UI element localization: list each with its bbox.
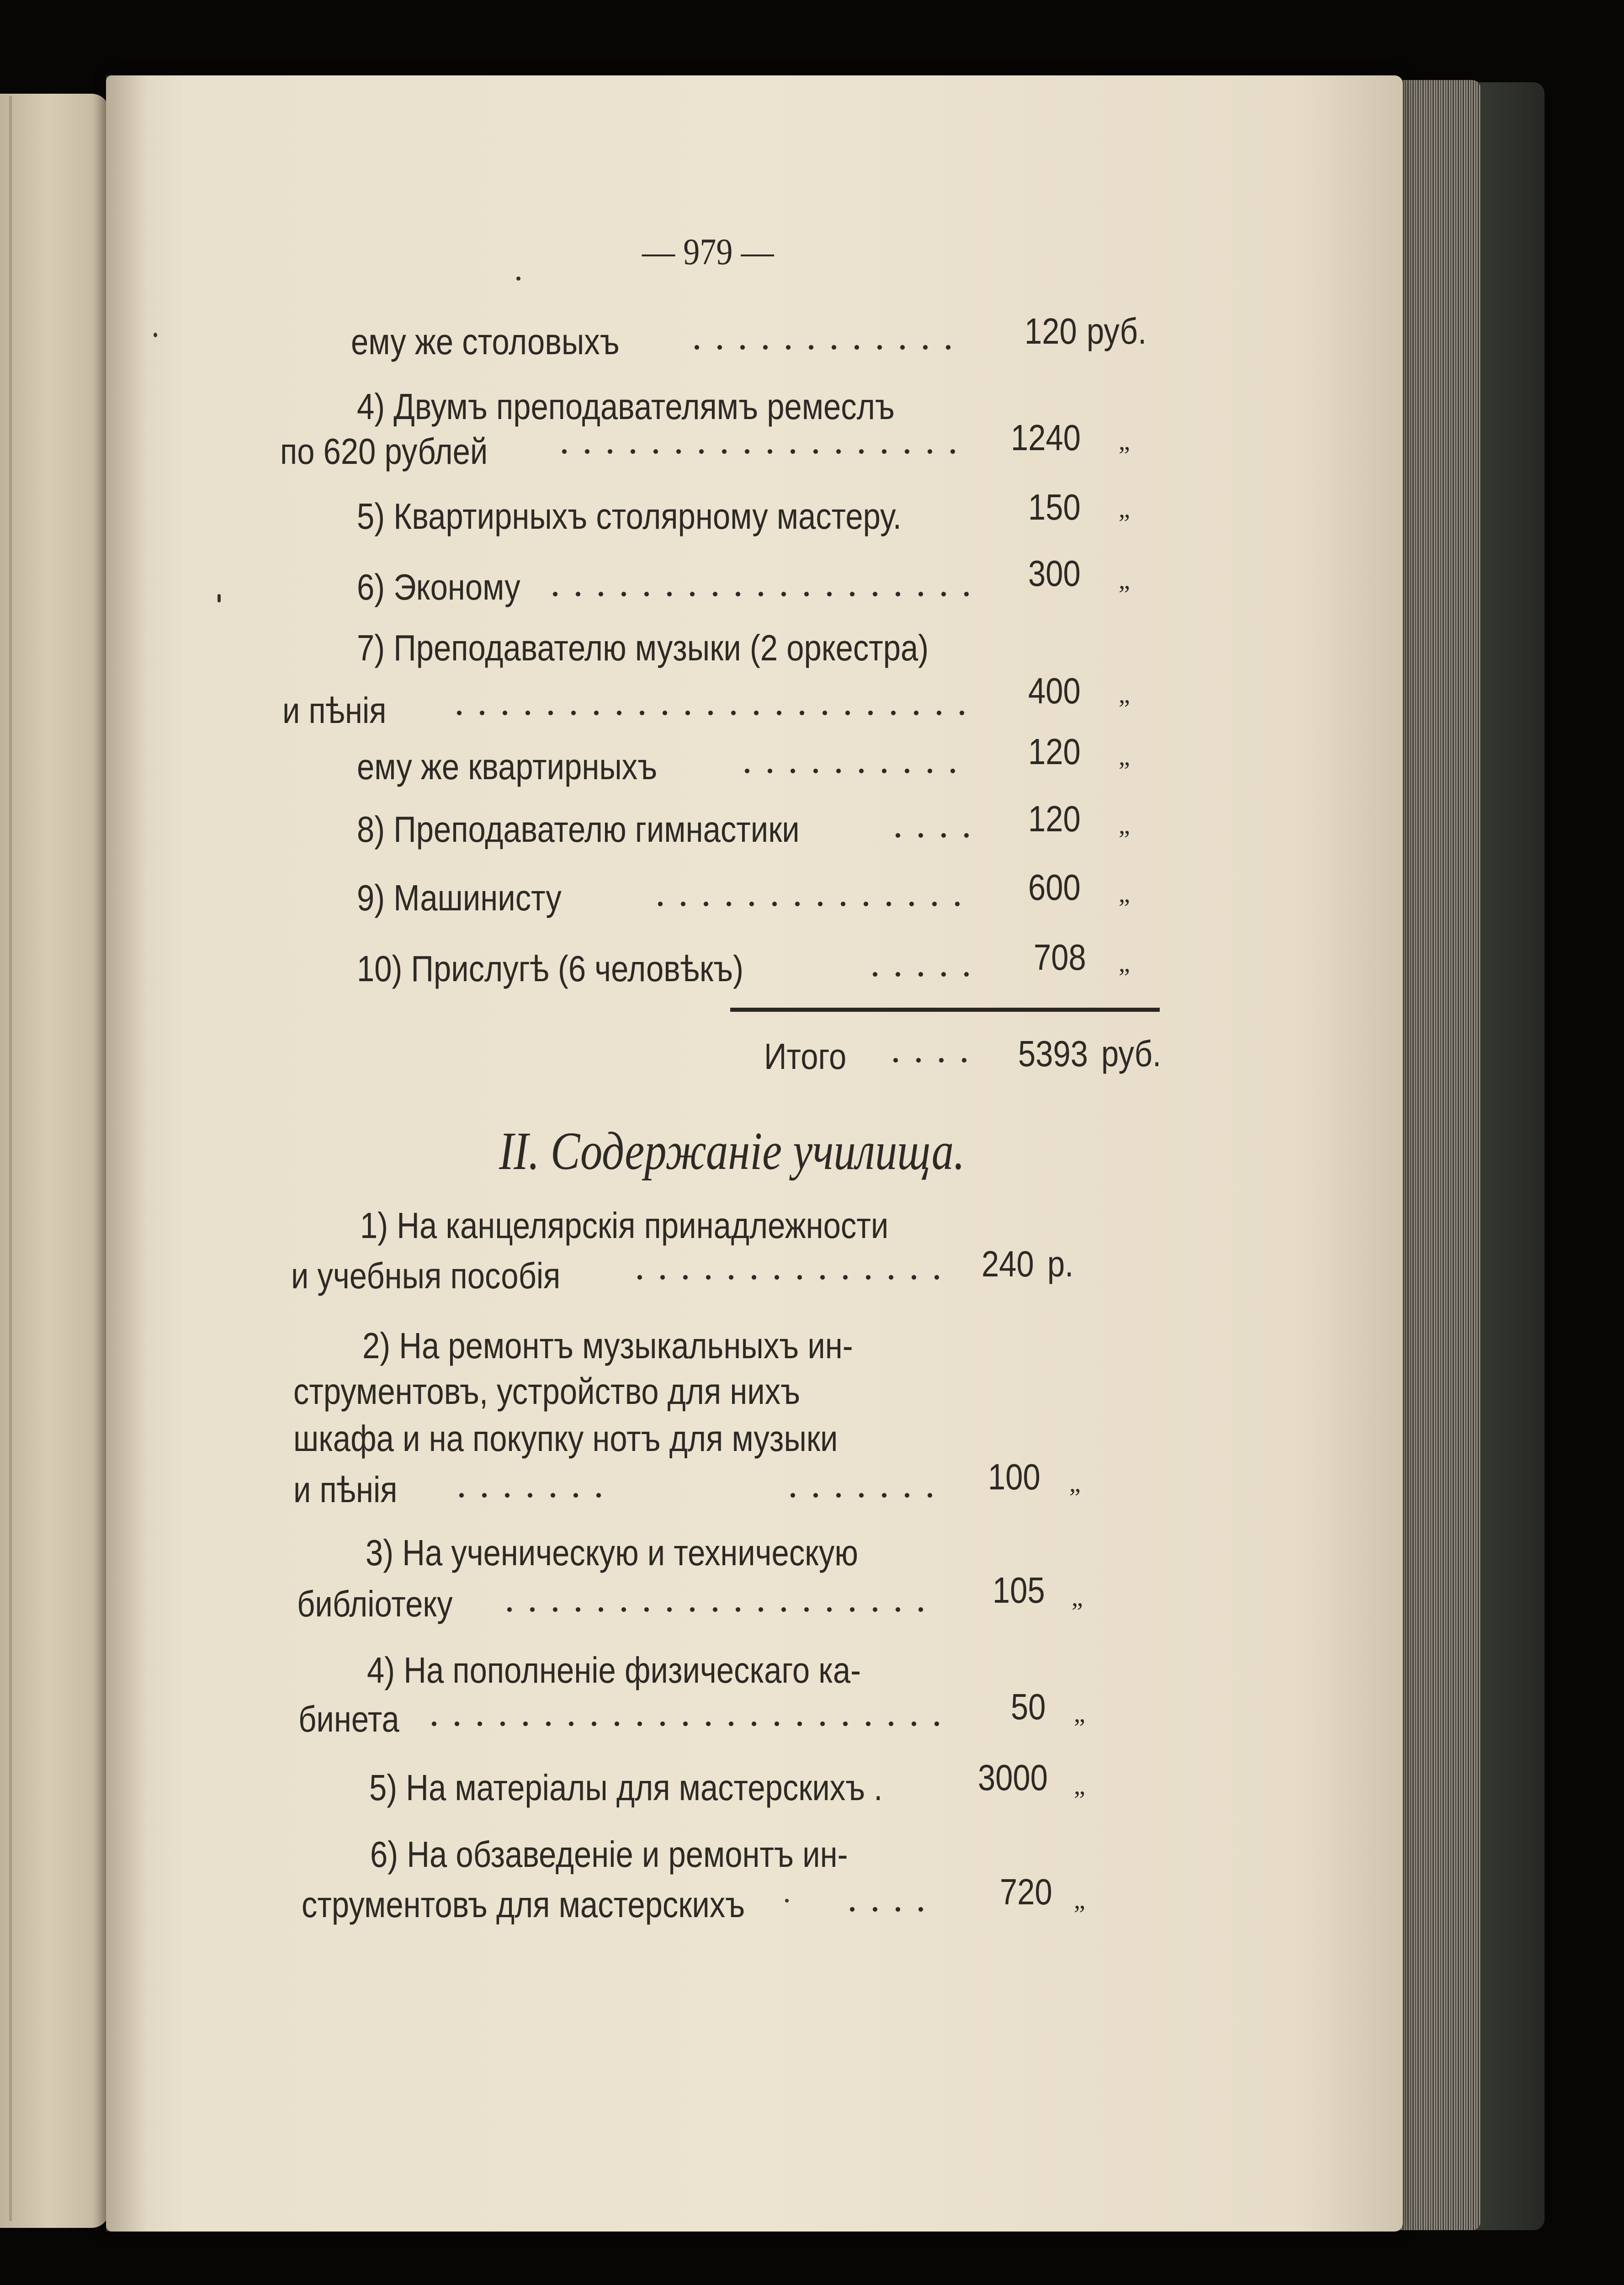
salary-unit: „ [1119,880,1130,908]
leader-dots [841,1905,941,1914]
item-label: 6) На обзаведеніе и ремонтъ ин- [370,1834,848,1875]
leader-dots [781,1491,932,1500]
leader-dots [448,708,969,717]
leader-dots [864,970,969,979]
left-page-binding-line [9,96,12,2221]
gutter-shadow [106,75,147,2232]
item-label: 3) На ученическую и техническую [366,1532,859,1573]
salary-amount: 600 [1028,867,1081,908]
salary-amount: 150 [1028,487,1081,527]
item-unit: „ [1074,1772,1085,1800]
item-unit: „ [1072,1584,1083,1612]
item-amount: 105 [992,1570,1045,1610]
leader-dots [553,447,969,456]
leader-dots [685,343,969,352]
item-label: 2) На ремонтъ музыкальныхъ ин- [362,1325,853,1366]
salary-label: 9) Машинисту [357,877,562,918]
salary-unit: „ [1119,495,1130,523]
total-unit: руб. [1101,1033,1162,1074]
salary-unit: „ [1119,680,1130,709]
salary-unit: „ [1119,743,1130,771]
salary-label: 7) Преподавателю музыки (2 оркестра) [357,627,929,668]
item-label: библіотеку [297,1584,453,1624]
leader-dots [886,831,969,840]
leader-dots [628,1273,939,1282]
left-page-edge-region [0,94,110,2228]
salary-unit: „ [1119,566,1130,595]
item-label: 1) На канцелярскія принадлежности [360,1205,889,1246]
item-label: 5) На матеріалы для мастерскихъ . [369,1767,883,1808]
salary-unit: „ [1119,949,1130,978]
item-label: 4) На пополненіе физическаго ка- [367,1650,861,1690]
ink-speck [785,1899,789,1902]
leader-dots [450,1491,619,1500]
item-label: бинета [298,1699,399,1739]
salary-unit: „ [1119,427,1130,456]
total-amount: 5393 [1018,1033,1088,1074]
salary-label: 8) Преподавателю гимнастики [357,809,800,850]
ink-speck [154,333,157,337]
salary-label: по 620 рублей [280,431,488,472]
item-amount: 3000 [978,1757,1048,1798]
item-label: и учебныя пособія [291,1255,561,1296]
item-amount: 240 [982,1243,1034,1284]
leader-dots [736,766,969,776]
section-heading: II. Содержаніе училища. [499,1121,965,1181]
salary-amount: 120 [1028,798,1081,839]
page-number: — 979 — [642,231,774,272]
item-label: шкафа и на покупку нотъ для музыки [293,1418,838,1459]
leader-dots [544,590,969,599]
salary-unit: „ [1119,811,1130,840]
item-unit: „ [1069,1469,1081,1498]
salary-label: 6) Эконому [357,567,520,607]
item-label: и пѣнія [293,1469,398,1510]
salary-amount: 120 [1028,731,1081,772]
leader-dots [423,1719,944,1728]
salary-amount: 300 [1028,553,1081,594]
leader-dots [498,1605,937,1614]
salary-label: 5) Квартирныхъ столярному мастеру. [357,496,902,537]
salary-amount: 400 [1028,670,1081,711]
salary-label: 4) Двумъ преподавателямъ ремеслъ [357,386,895,427]
total-rule [730,1008,1160,1012]
salary-label: ему же квартирныхъ [357,746,658,787]
item-label: струментовъ, устройство для нихъ [293,1371,801,1412]
salary-amount: 1240 [1011,417,1081,458]
salary-label: 10) Прислугѣ (6 человѣкъ) [357,948,744,989]
item-amount: 720 [1000,1871,1052,1912]
leader-dots [884,1056,966,1065]
total-label: Итого [764,1036,847,1077]
salary-amount: 708 [1034,937,1086,978]
item-unit: „ [1074,1700,1085,1728]
item-label: струментовъ для мастерскихъ [302,1884,745,1925]
item-amount: 50 [1011,1686,1046,1727]
leader-dots [649,899,969,909]
item-amount: 100 [988,1456,1040,1497]
salary-label: и пѣнія [282,690,387,731]
salary-unit: руб. [1087,311,1147,351]
item-unit: р. [1047,1243,1074,1284]
item-unit: „ [1074,1886,1085,1914]
salary-amount: 120 [1024,311,1077,351]
ink-speck [218,594,221,602]
salary-label: ему же столовыхъ [351,321,620,362]
ink-speck [516,276,520,281]
